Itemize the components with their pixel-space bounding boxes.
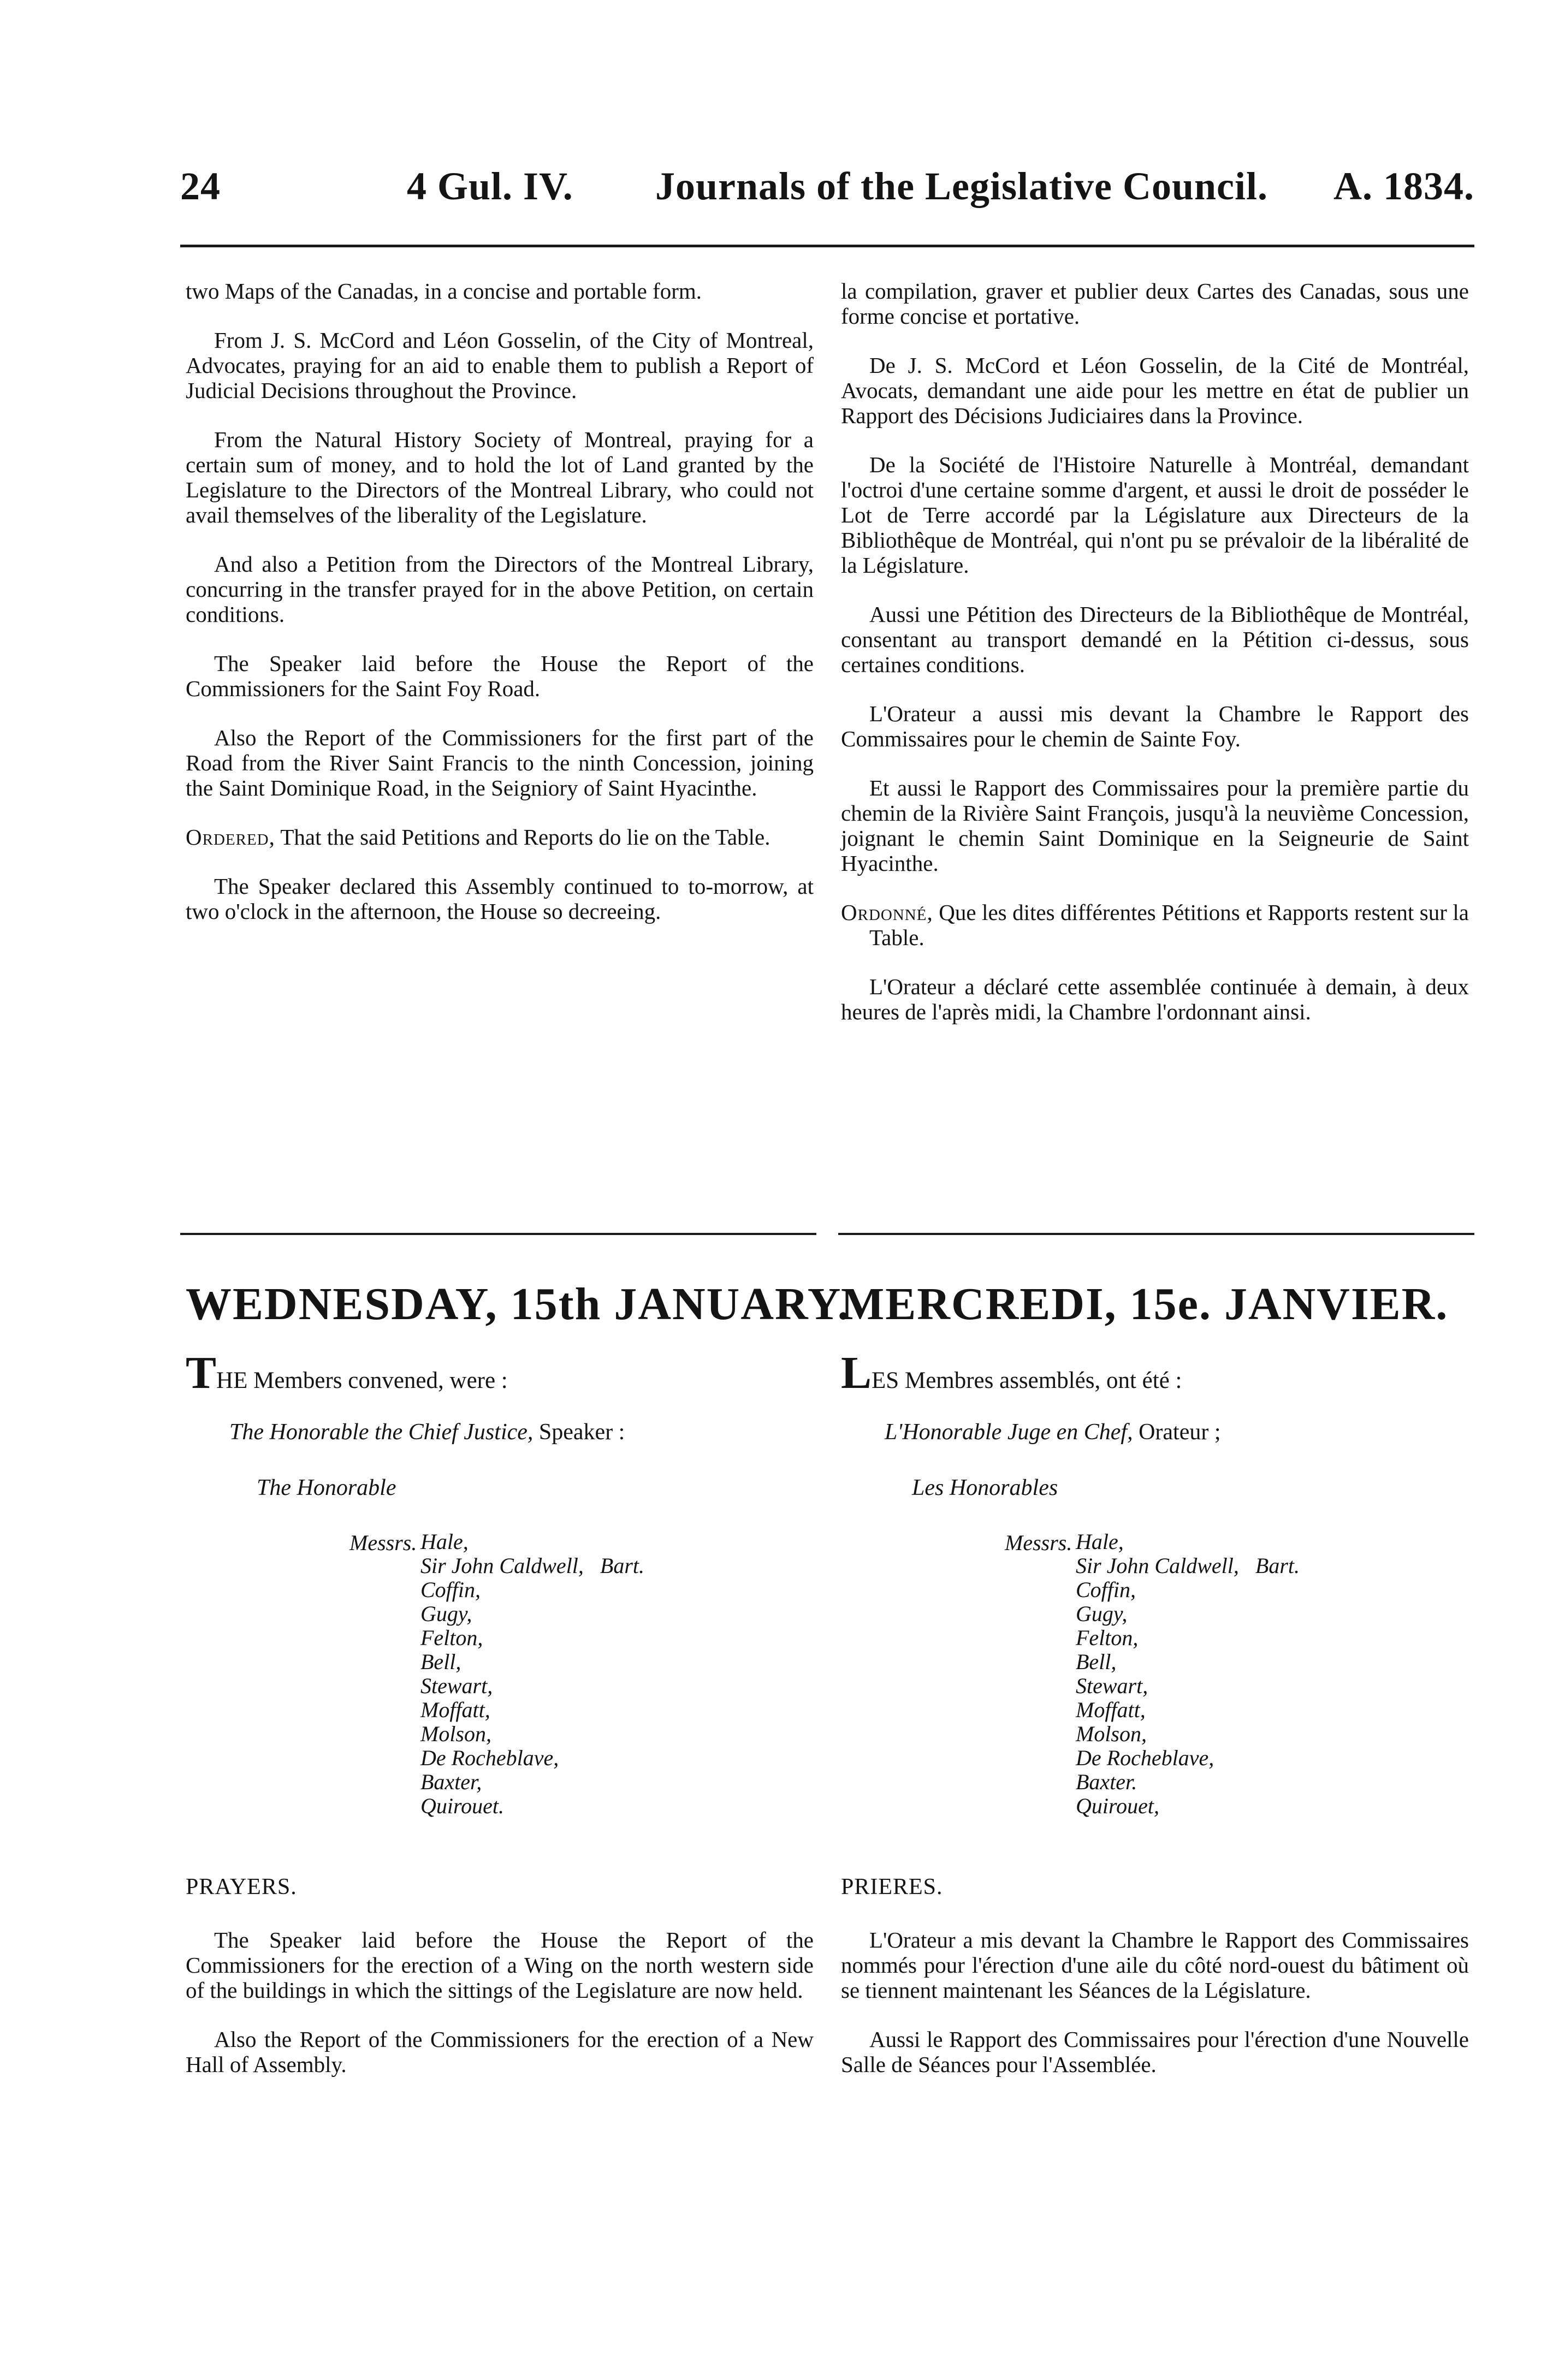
en-ordered-text: That the said Petitions and Reports do lie on the Table. xyxy=(280,824,770,850)
fr-speaker-name: L'Honorable Juge en Chef, xyxy=(885,1420,1133,1445)
en-member: Baxter, xyxy=(420,1770,482,1794)
fr-ordered xyxy=(841,900,1469,950)
fr-honorable: Les Honorables xyxy=(912,1475,1058,1500)
french-column-upper xyxy=(841,278,1469,1048)
en-member: Felton, xyxy=(420,1625,483,1650)
running-header xyxy=(180,164,1474,224)
en-para-new-hall: Also the Report of the Commissioners for the erection of a New Hall of Assembly. xyxy=(186,2027,814,2077)
section-rule-right xyxy=(838,1233,1474,1235)
en-convened-text: HE Members convened, were : xyxy=(216,1368,508,1393)
en-messrs: Messrs. xyxy=(349,1530,417,1555)
header-rule xyxy=(180,245,1474,247)
en-honorable: The Honorable xyxy=(257,1475,396,1500)
en-para-mccord: From J. S. McCord and Léon Gosselin, of the City of Montreal, Advocates, praying for an aid to enable them to publish a Report of Judicial Decisions throughout the Province. xyxy=(186,328,814,403)
en-ordered-word: Ordered, xyxy=(186,824,275,850)
fr-member: Hale, xyxy=(1076,1529,1124,1554)
en-para-natural-history: From the Natural History Society of Montreal, praying for a certain sum of money, and to hold the lot of Land granted by the Legislature to the Directors of the Montreal Library, who could not avail themselves of the liberality of the Legislature. xyxy=(186,427,814,527)
en-para-library: And also a Petition from the Directors of the Montreal Library, concurring in the transfer prayed for in the above Petition, on certain conditions. xyxy=(186,551,814,627)
fr-messrs: Messrs. xyxy=(1005,1530,1072,1555)
en-speaker-role: Speaker : xyxy=(538,1420,625,1445)
en-member: De Rocheblave, xyxy=(420,1746,559,1770)
fr-member: Bell, xyxy=(1076,1649,1117,1674)
fr-para-bibliotheque: Aussi une Pétition des Directeurs de la Bibliothêque de Montréal, consentant au transport demandé en la Pétition ci-dessus, sous certaines conditions. xyxy=(841,602,1469,677)
fr-convened xyxy=(841,1348,1469,1398)
fr-para-histoire-naturelle: De la Société de l'Histoire Naturelle à Montréal, demandant l'octroi d'une certaine somme d'argent, et aussi le droit de posséder le Lot de Terre accordé par la Législature aux Directeurs de la Bibliothêque de Montréal, qui n'ont pu se prévaloir de la libéralité de la Législature. xyxy=(841,452,1469,578)
fr-para-nouvelle-salle: Aussi le Rapport des Commissaires pour l'érection d'une Nouvelle Salle de Séances pour l'Assemblée. xyxy=(841,2027,1469,2077)
page-number: 24 xyxy=(180,164,221,208)
fr-dropcap: L xyxy=(841,1348,872,1398)
fr-para-saint-francois: Et aussi le Rapport des Commissaires pour la première partie du chemin de la Rivière Saint François, jusqu'à la neuvième Concession, joignant le chemin Saint Dominique en la Seigneurie de Saint Hyacinthe. xyxy=(841,775,1469,876)
fr-ordered-text: Que les dites différentes Pétitions et Rapports restent sur la Table. xyxy=(869,900,1469,950)
fr-member: Quirouet, xyxy=(1076,1794,1159,1818)
en-member-list xyxy=(420,1530,644,1818)
en-para-saint-foy: The Speaker laid before the House the Report of the Commissioners for the Saint Foy Road. xyxy=(186,651,814,701)
fr-member: Baxter. xyxy=(1076,1770,1137,1794)
en-convened xyxy=(186,1348,814,1398)
fr-ordered-word: Ordonné, xyxy=(841,900,933,925)
en-para-wing: The Speaker laid before the House the Report of the Commissioners for the erection of a Wing on the north western side of the buildings in which the sittings of the Legislature are now held. xyxy=(186,1927,814,2003)
en-member: Gugy, xyxy=(420,1601,472,1626)
fr-day-title: MERCREDI, 15e. JANVIER. xyxy=(841,1279,1449,1330)
fr-member: Molson, xyxy=(1076,1722,1147,1746)
en-member: Coffin, xyxy=(420,1577,481,1602)
fr-para-sainte-foy: L'Orateur a aussi mis devant la Chambre le Rapport des Commissaires pour le chemin de Sainte Foy. xyxy=(841,701,1469,751)
section-rule-left xyxy=(180,1233,816,1235)
fr-bart: Bart. xyxy=(1255,1553,1300,1578)
fr-prayers: PRIERES. xyxy=(841,1874,943,1900)
en-ordered xyxy=(186,824,814,850)
fr-members-block xyxy=(841,1530,1469,1841)
journal-title: Journals of the Legislative Council. xyxy=(655,164,1269,208)
en-member: Sir John Caldwell, Bart. xyxy=(420,1553,645,1578)
en-para-saint-francis: Also the Report of the Commissioners for the first part of the Road from the River Saint Francis to the ninth Concession, joining the Saint Dominique Road, in the Seigniory of Saint Hyacinthe. xyxy=(186,725,814,800)
fr-member: Moffatt, xyxy=(1076,1698,1146,1722)
fr-speaker-line xyxy=(841,1418,1469,1446)
en-member: Hale, xyxy=(420,1529,469,1554)
en-member: Moffatt, xyxy=(420,1698,490,1722)
fr-para-cartes: la compilation, graver et publier deux Cartes des Canadas, sous une forme concise et portative. xyxy=(841,278,1469,329)
french-column-lower xyxy=(841,1278,1469,2101)
english-column-lower xyxy=(186,1278,850,2101)
fr-member: Gugy, xyxy=(1076,1601,1128,1626)
en-adjourn: The Speaker declared this Assembly continued to to-morrow, at two o'clock in the afternoon, the House so decreeing. xyxy=(186,874,814,924)
en-member: Quirouet. xyxy=(420,1794,504,1818)
fr-member: Stewart, xyxy=(1076,1673,1148,1698)
calendar-year: A. 1834. xyxy=(1333,164,1474,208)
en-member: Stewart, xyxy=(420,1673,493,1698)
en-bart: Bart. xyxy=(600,1553,645,1578)
en-members-block xyxy=(186,1530,814,1841)
fr-para-mccord: De J. S. McCord et Léon Gosselin, de la Cité de Montréal, Avocats, demandant une aide pour les mettre en état de publier un Rapport des Décisions Judiciaires dans la Province. xyxy=(841,353,1469,428)
regnal-year: 4 Gul. IV. xyxy=(407,164,573,208)
fr-para-aile: L'Orateur a mis devant la Chambre le Rapport des Commissaires nommés pour l'érection d'une aile du côté nord-ouest du bâtiment où se tiennent maintenant les Séances de la Législature. xyxy=(841,1927,1469,2003)
en-day-title: WEDNESDAY, 15th JANUARY. xyxy=(186,1279,850,1330)
en-member: Molson, xyxy=(420,1722,491,1746)
en-speaker-line xyxy=(186,1418,814,1446)
fr-member: Coffin, xyxy=(1076,1577,1136,1602)
en-prayers: PRAYERS. xyxy=(186,1874,297,1900)
en-speaker-name: The Honorable the Chief Justice, xyxy=(229,1420,534,1445)
fr-member: De Rocheblave, xyxy=(1076,1746,1214,1770)
fr-speaker-role: Orateur ; xyxy=(1139,1420,1221,1445)
en-member: Bell, xyxy=(420,1649,461,1674)
en-para-maps: two Maps of the Canadas, in a concise and portable form. xyxy=(186,278,702,304)
fr-member: Felton, xyxy=(1076,1625,1139,1650)
fr-adjourn: L'Orateur a déclaré cette assemblée continuée à demain, à deux heures de l'après midi, la Chambre l'ordonnant ainsi. xyxy=(841,974,1469,1024)
english-column-upper xyxy=(186,278,814,948)
fr-member: Sir John Caldwell, Bart. xyxy=(1076,1553,1300,1578)
fr-convened-text: ES Membres assemblés, ont été : xyxy=(872,1368,1182,1393)
en-dropcap: T xyxy=(186,1348,217,1398)
fr-member-list xyxy=(1076,1530,1300,1818)
